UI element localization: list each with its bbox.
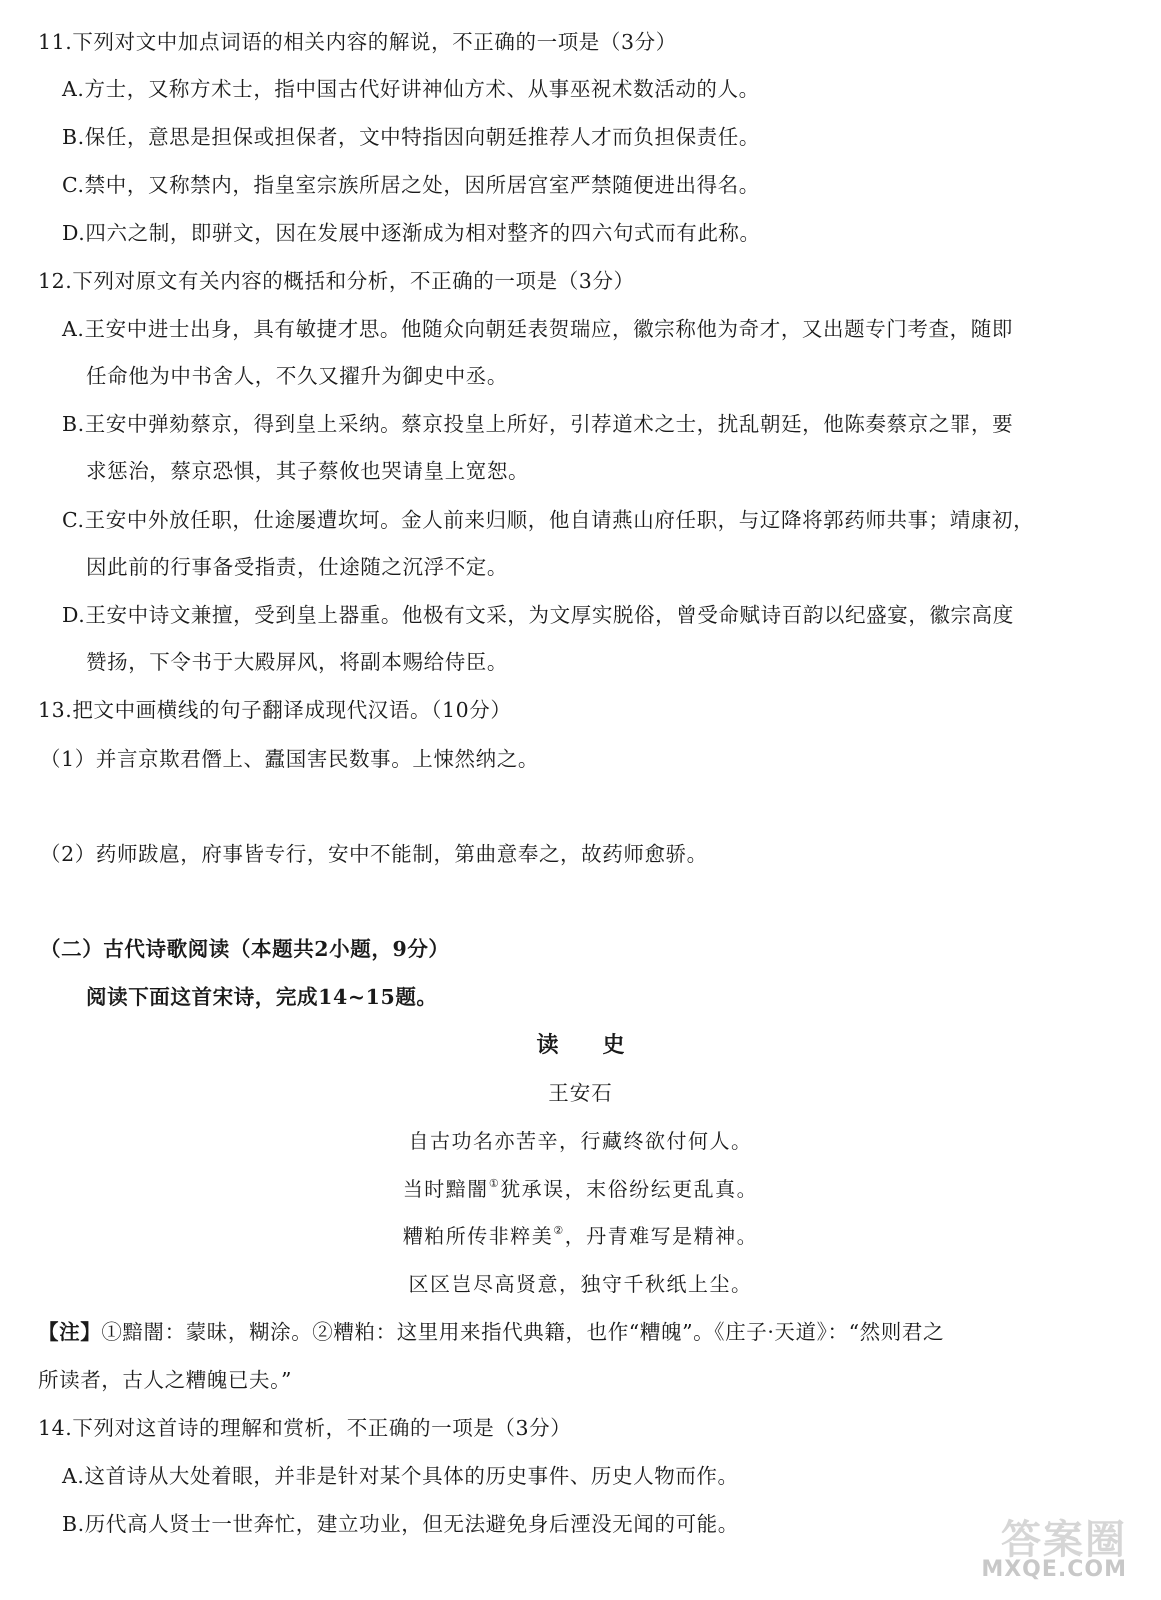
q13-item-2: （2）药师跋扈，府事皆专行，安中不能制，第曲意奉之，故药师愈骄。 — [40, 842, 708, 866]
q13-stem: 13.把文中画横线的句子翻译成现代汉语。（10分） — [38, 698, 512, 722]
note-text-1: ①黯闇：蒙昧，糊涂。②糟粕：这里用来指代典籍，也作“糟魄”。《庄子·天道》：“然则君之 — [101, 1320, 945, 1344]
q12-option-a-line1: A.王安中进士出身，具有敏捷才思。他随众向朝廷表贺瑞应，徽宗称他为奇才，又出题专门考查，随即 — [62, 317, 1013, 341]
q12-option-c-line1: C.王安中外放任职，仕途屡遭坎坷。金人前来归顺，他自请燕山府任职，与辽降将郭药师共事；靖康初， — [62, 508, 1035, 532]
poem-author: 王安石 — [548, 1081, 613, 1105]
q13-item-1: （1）并言京欺君僭上、蠹国害民数事。上悚然纳之。 — [40, 747, 539, 771]
q14-option-b: B.历代高人贤士一世奔忙，建立功业，但无法避免身后湮没无闻的可能。 — [62, 1512, 739, 1536]
footnote-mark-2: ② — [553, 1224, 565, 1237]
q11-option-d: D.四六之制，即骈文，因在发展中逐渐成为相对整齐的四六句式而有此称。 — [62, 221, 761, 245]
q11-option-a: A.方士，又称方术士，指中国古代好讲神仙方术、从事巫祝术数活动的人。 — [62, 77, 760, 101]
poem-line-3-before: 糟粕所传非粹美 — [402, 1224, 554, 1248]
poem-line-1: 自古功名亦苦辛，行藏终欲付何人。 — [408, 1129, 753, 1153]
q12-option-b-line1: B.王安中弹劾蔡京，得到皇上采纳。蔡京投皇上所好，引荐道术之士，扰乱朝廷，他陈奏蔡京之罪，要 — [62, 412, 1014, 436]
poem-line-2 — [0, 1175, 1161, 1203]
poem-title — [0, 1031, 1161, 1059]
watermark-cn: 答案圈 — [1001, 1517, 1127, 1563]
note-label: 【注】 — [38, 1320, 102, 1344]
section-instruction: 阅读下面这首宋诗，完成14~15题。 — [86, 985, 438, 1009]
poem-title-char-1: 读 — [536, 1032, 559, 1058]
q12-stem: 12.下列对原文有关内容的概括和分析，不正确的一项是（3分） — [38, 269, 635, 293]
poem-line-3 — [0, 1222, 1161, 1250]
q12-option-b-line2: 求惩治，蔡京恐惧，其子蔡攸也哭请皇上宽恕。 — [86, 459, 530, 483]
poem-title-char-2: 史 — [602, 1032, 625, 1058]
q11-option-c: C.禁中，又称禁内，指皇室宗族所居之处，因所居宫室严禁随便进出得名。 — [62, 173, 760, 197]
q12-option-c-line2: 因此前的行事备受指责，仕途随之沉浮不定。 — [86, 555, 508, 579]
q11-stem: 11.下列对文中加点词语的相关内容的解说，不正确的一项是（3分） — [38, 30, 677, 54]
watermark-logo — [983, 1508, 1133, 1582]
q11-option-b: B.保任，意思是担保或担保者，文中特指因向朝廷推荐人才而负担保责任。 — [62, 125, 760, 149]
poem-line-3-after: ，丹青难写是精神。 — [564, 1224, 759, 1248]
poem-line-2-after: 犹承误，末俗纷纭更乱真。 — [500, 1177, 759, 1201]
note-line-1 — [38, 1318, 944, 1346]
q12-option-d-line1: D.王安中诗文兼擅，受到皇上器重。他极有文采，为文厚实脱俗，曾受命赋诗百韵以纪盛宴，徽宗高度 — [62, 603, 1014, 627]
footnote-mark-1: ① — [488, 1177, 501, 1190]
poem-line-2-before: 当时黯闇 — [402, 1177, 489, 1201]
note-line-2: 所读者，古人之糟魄已夫。” — [38, 1368, 293, 1392]
q12-option-a-line2: 任命他为中书舍人，不久又擢升为御史中丞。 — [86, 364, 508, 388]
watermark-en: MXQE.COM — [981, 1557, 1127, 1582]
poem-line-4: 区区岂尽高贤意，独守千秋纸上尘。 — [408, 1272, 753, 1296]
q12-option-d-line2: 赞扬，下令书于大殿屏风，将副本赐给侍臣。 — [86, 650, 508, 674]
q14-stem: 14.下列对这首诗的理解和赏析，不正确的一项是（3分） — [38, 1416, 572, 1440]
q14-option-a: A.这首诗从大处着眼，并非是针对某个具体的历史事件、历史人物而作。 — [62, 1464, 739, 1488]
section-heading: （二）古代诗歌阅读（本题共2小题，9分） — [40, 937, 450, 961]
